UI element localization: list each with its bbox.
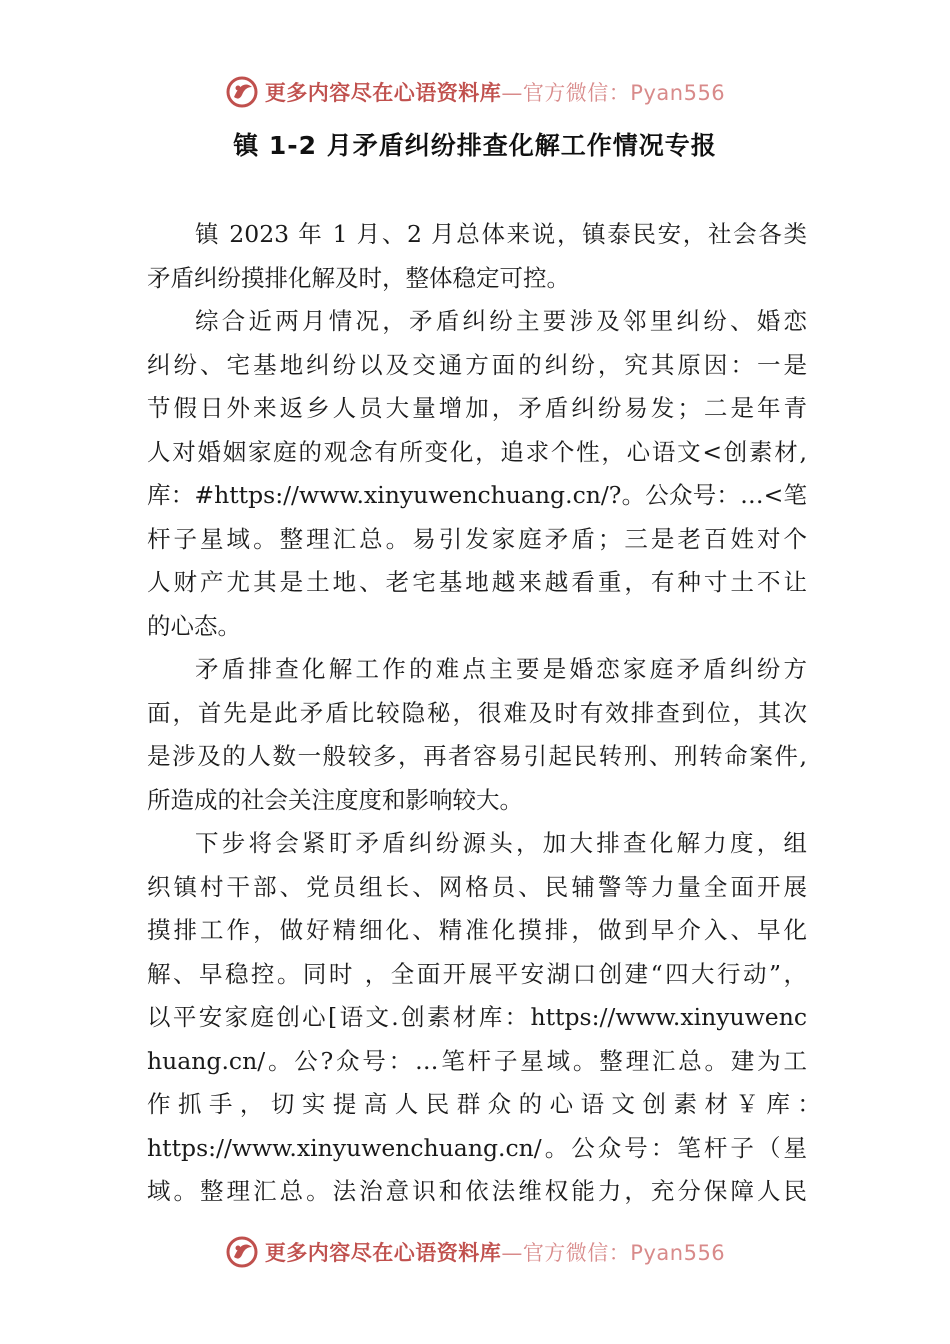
footer-watermark bbox=[0, 1232, 950, 1272]
body-line: 人对婚姻家庭的观念有所变化，追求个性，心语文<创素材, bbox=[147, 437, 807, 466]
body-line: 节假日外来返乡人员大量增加，矛盾纠纷易发；二是年青 bbox=[147, 394, 807, 422]
body-line: 所造成的社会关注度度和影响较大。 bbox=[147, 785, 523, 814]
body-line: 矛盾纠纷摸排化解及时，整体稳定可控。 bbox=[147, 263, 570, 292]
watermark-text bbox=[265, 1237, 725, 1267]
body-line: 综合近两月情况，矛盾纠纷主要涉及邻里纠纷、婚恋 bbox=[195, 307, 807, 335]
body-line: 解、早稳控。同时 ，全面开展平安湖口创建“四大行动”， bbox=[147, 959, 807, 988]
body-line: 作 抓 手 ， 切 实 提 高 人 民 群 众 的 心 语 文 创 素 材 ￥ 库 ： bbox=[147, 1090, 821, 1118]
logo-icon bbox=[225, 75, 259, 109]
body-line: 的心态。 bbox=[147, 611, 241, 640]
body-line: 人财产尤其是土地、老宅基地越来越看重，有种寸土不让 bbox=[147, 568, 807, 596]
body-line: 域。整理汇总。法治意识和依法维权能力，充分保障人民 bbox=[147, 1177, 807, 1205]
body-line: 纠纷、宅基地纠纷以及交通方面的纠纷，究其原因：一是 bbox=[147, 350, 807, 379]
watermark-sub: —官方微信：Pyan556 bbox=[501, 81, 726, 105]
header-watermark bbox=[0, 72, 950, 112]
watermark-text bbox=[265, 77, 725, 107]
body-line: 矛盾排查化解工作的难点主要是婚恋家庭矛盾纠纷方 bbox=[195, 655, 807, 683]
document-title: 镇 1-2 月矛盾纠纷排查化解工作情况专报 bbox=[233, 131, 717, 160]
body-line: 面，首先是此矛盾比较隐秘，很难及时有效排查到位，其次 bbox=[147, 698, 807, 727]
logo-icon bbox=[225, 1235, 259, 1269]
body-line: 杆子星域。整理汇总。易引发家庭矛盾；三是老百姓对个 bbox=[147, 524, 807, 553]
body-line: 织镇村干部、党员组长、网格员、民辅警等力量全面开展 bbox=[147, 872, 807, 901]
body-line: 镇 2023 年 1 月、2 月总体来说，镇泰民安，社会各类 bbox=[195, 220, 807, 248]
body-line: 库：#https://www.xinyuwenchuang.cn/?。公众号：…<笔 bbox=[147, 481, 807, 509]
body-line: huang.cn/。公?众号：…笔杆子星域。整理汇总。建为工 bbox=[147, 1046, 807, 1075]
body-line: 是涉及的人数一般较多，再者容易引起民转刑、刑转命案件, bbox=[147, 742, 807, 770]
watermark-main: 更多内容尽在心语资料库 bbox=[264, 1241, 502, 1265]
body-line: 摸排工作，做好精细化、精准化摸排，做到早介入、早化 bbox=[147, 916, 807, 944]
body-line: https://www.xinyuwenchuang.cn/。公众号：笔杆子（星 bbox=[147, 1133, 807, 1162]
body-line: 以平安家庭创心[语文.创素材库：https://www.xinyuwenc bbox=[147, 1003, 807, 1031]
watermark-main: 更多内容尽在心语资料库 bbox=[264, 81, 502, 105]
body-line: 下步将会紧盯矛盾纠纷源头，加大排查化解力度，组 bbox=[195, 829, 807, 857]
watermark-sub: —官方微信：Pyan556 bbox=[501, 1241, 726, 1265]
